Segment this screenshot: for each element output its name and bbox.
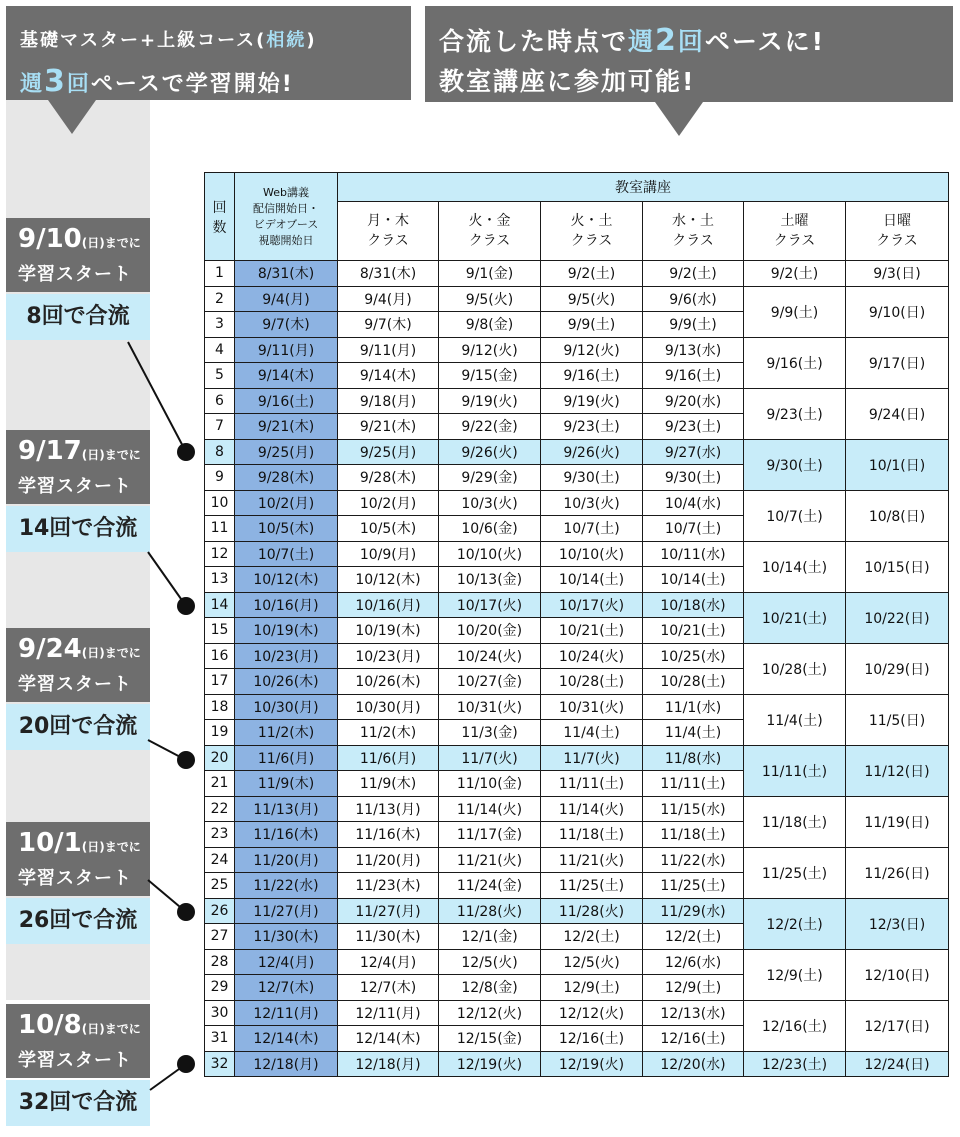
web-start-date: 11/6(月) bbox=[235, 745, 338, 771]
class-date: 9/21(木) bbox=[338, 414, 439, 440]
sunday-class-date: 10/8(日) bbox=[846, 490, 949, 541]
web-start-date: 10/5(木) bbox=[235, 516, 338, 542]
sunday-class-date: 9/10(日) bbox=[846, 286, 949, 337]
header-web: Web講義 配信開始日・ ビデオブース 視聴開始日 bbox=[235, 173, 338, 261]
subheader-class-5: 土曜 クラス bbox=[744, 202, 846, 261]
header-count: 回 数 bbox=[205, 173, 235, 261]
class-date: 11/22(水) bbox=[643, 847, 744, 873]
table-row bbox=[205, 286, 949, 312]
class-date: 12/6(水) bbox=[643, 949, 744, 975]
class-date: 11/3(金) bbox=[439, 720, 541, 746]
web-start-date: 12/14(木) bbox=[235, 1026, 338, 1052]
class-date: 9/2(土) bbox=[541, 261, 643, 287]
merge-session-box: 26回で合流 bbox=[6, 898, 150, 944]
start-deadline-date: 10/8(日)までに bbox=[18, 1010, 141, 1040]
class-date: 11/11(土) bbox=[643, 771, 744, 797]
saturday-class-date: 11/4(土) bbox=[744, 694, 846, 745]
connector-dot bbox=[177, 1055, 195, 1073]
session-number: 27 bbox=[205, 924, 235, 950]
class-date: 11/20(月) bbox=[338, 847, 439, 873]
table-row bbox=[205, 388, 949, 414]
sunday-class-date: 12/17(日) bbox=[846, 1000, 949, 1051]
class-date: 11/25(土) bbox=[541, 873, 643, 899]
class-date: 9/5(火) bbox=[541, 286, 643, 312]
saturday-class-date: 11/18(土) bbox=[744, 796, 846, 847]
sunday-class-date: 12/3(日) bbox=[846, 898, 949, 949]
class-date: 9/26(火) bbox=[541, 439, 643, 465]
web-start-date: 12/11(月) bbox=[235, 1000, 338, 1026]
start-label: 学習スタート bbox=[18, 674, 132, 695]
class-date: 12/18(月) bbox=[338, 1051, 439, 1077]
course-pace: 週3回ペースで学習開始! bbox=[20, 64, 294, 99]
class-date: 12/2(土) bbox=[541, 924, 643, 950]
merge-session-box: 32回で合流 bbox=[6, 1080, 150, 1126]
class-date: 9/9(土) bbox=[643, 312, 744, 338]
class-date: 10/18(水) bbox=[643, 592, 744, 618]
class-date: 10/3(火) bbox=[439, 490, 541, 516]
merge-session-box: 14回で合流 bbox=[6, 506, 150, 552]
class-date: 8/31(木) bbox=[338, 261, 439, 287]
session-number: 32 bbox=[205, 1051, 235, 1077]
start-label: 学習スタート bbox=[18, 264, 132, 285]
table-row bbox=[205, 745, 949, 771]
class-date: 11/16(木) bbox=[338, 822, 439, 848]
saturday-class-date: 12/2(土) bbox=[744, 898, 846, 949]
sunday-class-date: 9/3(日) bbox=[846, 261, 949, 287]
sunday-class-date: 11/12(日) bbox=[846, 745, 949, 796]
web-start-date: 12/18(月) bbox=[235, 1051, 338, 1077]
start-label: 学習スタート bbox=[18, 476, 132, 497]
session-number: 23 bbox=[205, 822, 235, 848]
class-date: 11/28(火) bbox=[439, 898, 541, 924]
session-number: 13 bbox=[205, 567, 235, 593]
session-number: 6 bbox=[205, 388, 235, 414]
session-number: 17 bbox=[205, 669, 235, 695]
session-number: 28 bbox=[205, 949, 235, 975]
class-date: 11/7(火) bbox=[541, 745, 643, 771]
course-title: 基礎マスター+上級コース(相続) bbox=[20, 30, 317, 51]
class-date: 12/5(火) bbox=[439, 949, 541, 975]
sunday-class-date: 9/24(日) bbox=[846, 388, 949, 439]
class-date: 9/28(木) bbox=[338, 465, 439, 491]
class-date: 9/30(土) bbox=[541, 465, 643, 491]
saturday-class-date: 12/23(土) bbox=[744, 1051, 846, 1077]
class-date: 12/20(水) bbox=[643, 1051, 744, 1077]
class-date: 9/11(月) bbox=[338, 337, 439, 363]
class-date: 9/6(水) bbox=[643, 286, 744, 312]
class-date: 11/18(土) bbox=[643, 822, 744, 848]
sunday-class-date: 12/10(日) bbox=[846, 949, 949, 1000]
class-date: 10/20(金) bbox=[439, 618, 541, 644]
session-number: 30 bbox=[205, 1000, 235, 1026]
class-date: 10/30(月) bbox=[338, 694, 439, 720]
class-date: 12/16(土) bbox=[541, 1026, 643, 1052]
class-date: 10/21(土) bbox=[643, 618, 744, 644]
session-number: 14 bbox=[205, 592, 235, 618]
table-row bbox=[205, 490, 949, 516]
class-date: 11/15(水) bbox=[643, 796, 744, 822]
session-number: 8 bbox=[205, 439, 235, 465]
class-date: 11/30(木) bbox=[338, 924, 439, 950]
class-date: 11/7(火) bbox=[439, 745, 541, 771]
web-start-date: 10/26(木) bbox=[235, 669, 338, 695]
saturday-class-date: 9/2(土) bbox=[744, 261, 846, 287]
header-classroom: 教室講座 bbox=[338, 173, 949, 202]
session-number: 18 bbox=[205, 694, 235, 720]
merge-session-box: 8回で合流 bbox=[6, 294, 150, 340]
class-date: 11/11(土) bbox=[541, 771, 643, 797]
class-date: 10/16(月) bbox=[338, 592, 439, 618]
table-row bbox=[205, 541, 949, 567]
start-deadline-date: 9/17(日)までに bbox=[18, 436, 141, 466]
class-date: 12/7(木) bbox=[338, 975, 439, 1001]
session-number: 3 bbox=[205, 312, 235, 338]
table-row bbox=[205, 694, 949, 720]
saturday-class-date: 10/7(土) bbox=[744, 490, 846, 541]
saturday-class-date: 9/9(土) bbox=[744, 286, 846, 337]
class-date: 9/20(水) bbox=[643, 388, 744, 414]
class-date: 11/17(金) bbox=[439, 822, 541, 848]
class-date: 9/18(月) bbox=[338, 388, 439, 414]
start-deadline-date: 9/24(日)までに bbox=[18, 634, 141, 664]
merge-session-box: 20回で合流 bbox=[6, 704, 150, 750]
class-date: 10/31(火) bbox=[439, 694, 541, 720]
web-start-date: 11/22(水) bbox=[235, 873, 338, 899]
session-number: 2 bbox=[205, 286, 235, 312]
class-date: 9/16(土) bbox=[643, 363, 744, 389]
table-row bbox=[205, 847, 949, 873]
class-date: 10/10(火) bbox=[439, 541, 541, 567]
class-date: 12/9(土) bbox=[643, 975, 744, 1001]
saturday-class-date: 10/14(土) bbox=[744, 541, 846, 592]
web-start-date: 10/2(月) bbox=[235, 490, 338, 516]
saturday-class-date: 11/25(土) bbox=[744, 847, 846, 898]
class-date: 12/8(金) bbox=[439, 975, 541, 1001]
class-date: 10/10(火) bbox=[541, 541, 643, 567]
table-row bbox=[205, 261, 949, 287]
class-date: 10/14(土) bbox=[643, 567, 744, 593]
saturday-class-date: 9/16(土) bbox=[744, 337, 846, 388]
class-date: 10/14(土) bbox=[541, 567, 643, 593]
class-date: 12/9(土) bbox=[541, 975, 643, 1001]
class-date: 9/8(金) bbox=[439, 312, 541, 338]
class-date: 10/28(土) bbox=[643, 669, 744, 695]
class-date: 12/15(金) bbox=[439, 1026, 541, 1052]
class-date: 9/2(土) bbox=[643, 261, 744, 287]
session-number: 1 bbox=[205, 261, 235, 287]
session-number: 7 bbox=[205, 414, 235, 440]
class-date: 11/10(金) bbox=[439, 771, 541, 797]
web-start-date: 12/7(木) bbox=[235, 975, 338, 1001]
sunday-class-date: 9/17(日) bbox=[846, 337, 949, 388]
session-number: 21 bbox=[205, 771, 235, 797]
sunday-class-date: 10/15(日) bbox=[846, 541, 949, 592]
connector-line bbox=[128, 342, 186, 452]
class-date: 9/23(土) bbox=[643, 414, 744, 440]
subheader-class-4: 水・土 クラス bbox=[643, 202, 744, 261]
schedule-table bbox=[204, 172, 949, 1077]
class-date: 12/2(土) bbox=[643, 924, 744, 950]
start-deadline-date: 10/1(日)までに bbox=[18, 828, 141, 858]
table-row bbox=[205, 1051, 949, 1077]
class-date: 10/27(金) bbox=[439, 669, 541, 695]
start-deadline-date: 9/10(日)までに bbox=[18, 224, 141, 254]
class-date: 12/5(火) bbox=[541, 949, 643, 975]
web-start-date: 12/4(月) bbox=[235, 949, 338, 975]
class-date: 11/24(金) bbox=[439, 873, 541, 899]
class-date: 9/29(金) bbox=[439, 465, 541, 491]
class-date: 10/19(木) bbox=[338, 618, 439, 644]
sunday-class-date: 10/29(日) bbox=[846, 643, 949, 694]
saturday-class-date: 10/28(土) bbox=[744, 643, 846, 694]
class-date: 9/16(土) bbox=[541, 363, 643, 389]
class-date: 11/2(木) bbox=[338, 720, 439, 746]
class-date: 10/26(木) bbox=[338, 669, 439, 695]
table-row bbox=[205, 439, 949, 465]
saturday-class-date: 9/23(土) bbox=[744, 388, 846, 439]
subheader-class-6: 日曜 クラス bbox=[846, 202, 949, 261]
session-number: 15 bbox=[205, 618, 235, 644]
saturday-class-date: 11/11(土) bbox=[744, 745, 846, 796]
class-date: 10/9(月) bbox=[338, 541, 439, 567]
class-date: 9/22(金) bbox=[439, 414, 541, 440]
table-row bbox=[205, 796, 949, 822]
class-date: 10/7(土) bbox=[643, 516, 744, 542]
sunday-class-date: 12/24(日) bbox=[846, 1051, 949, 1077]
class-date: 11/8(水) bbox=[643, 745, 744, 771]
class-date: 9/19(火) bbox=[439, 388, 541, 414]
sunday-class-date: 11/26(日) bbox=[846, 847, 949, 898]
table-row bbox=[205, 898, 949, 924]
class-date: 9/4(月) bbox=[338, 286, 439, 312]
subheader-class-1: 月・木 クラス bbox=[338, 202, 439, 261]
sunday-class-date: 10/1(日) bbox=[846, 439, 949, 490]
class-date: 9/26(火) bbox=[439, 439, 541, 465]
class-date: 9/9(土) bbox=[541, 312, 643, 338]
class-date: 11/29(水) bbox=[643, 898, 744, 924]
class-date: 10/17(火) bbox=[439, 592, 541, 618]
class-date: 12/19(火) bbox=[541, 1051, 643, 1077]
class-date: 10/28(土) bbox=[541, 669, 643, 695]
web-start-date: 10/19(木) bbox=[235, 618, 338, 644]
class-date: 12/1(金) bbox=[439, 924, 541, 950]
web-start-date: 11/27(月) bbox=[235, 898, 338, 924]
table-row bbox=[205, 949, 949, 975]
saturday-class-date: 10/21(土) bbox=[744, 592, 846, 643]
table-row bbox=[205, 592, 949, 618]
session-number: 26 bbox=[205, 898, 235, 924]
subheader-class-3: 火・土 クラス bbox=[541, 202, 643, 261]
class-date: 11/28(火) bbox=[541, 898, 643, 924]
class-date: 11/14(火) bbox=[439, 796, 541, 822]
class-date: 10/5(木) bbox=[338, 516, 439, 542]
class-date: 12/12(火) bbox=[439, 1000, 541, 1026]
subheader-class-2: 火・金 クラス bbox=[439, 202, 541, 261]
table-row bbox=[205, 643, 949, 669]
start-label: 学習スタート bbox=[18, 1050, 132, 1071]
class-date: 9/23(土) bbox=[541, 414, 643, 440]
class-date: 10/23(月) bbox=[338, 643, 439, 669]
web-start-date: 10/12(木) bbox=[235, 567, 338, 593]
class-date: 11/18(土) bbox=[541, 822, 643, 848]
class-date: 11/13(月) bbox=[338, 796, 439, 822]
connector-line bbox=[148, 552, 186, 606]
class-date: 10/25(水) bbox=[643, 643, 744, 669]
class-date: 9/7(木) bbox=[338, 312, 439, 338]
session-number: 25 bbox=[205, 873, 235, 899]
sunday-class-date: 11/5(日) bbox=[846, 694, 949, 745]
class-date: 10/3(火) bbox=[541, 490, 643, 516]
class-date: 11/25(土) bbox=[643, 873, 744, 899]
session-number: 20 bbox=[205, 745, 235, 771]
table-row bbox=[205, 1000, 949, 1026]
web-start-date: 11/9(木) bbox=[235, 771, 338, 797]
web-start-date: 9/28(木) bbox=[235, 465, 338, 491]
web-start-date: 9/4(月) bbox=[235, 286, 338, 312]
connector-dot bbox=[177, 443, 195, 461]
class-date: 9/15(金) bbox=[439, 363, 541, 389]
session-number: 4 bbox=[205, 337, 235, 363]
web-start-date: 10/7(土) bbox=[235, 541, 338, 567]
class-date: 9/25(月) bbox=[338, 439, 439, 465]
class-date: 11/1(水) bbox=[643, 694, 744, 720]
class-date: 10/24(火) bbox=[541, 643, 643, 669]
merge-note: 教室講座に参加可能! bbox=[439, 67, 696, 96]
session-number: 22 bbox=[205, 796, 235, 822]
connector-dot bbox=[177, 597, 195, 615]
table-row bbox=[205, 337, 949, 363]
class-date: 10/31(火) bbox=[541, 694, 643, 720]
web-start-date: 9/11(月) bbox=[235, 337, 338, 363]
class-date: 9/30(土) bbox=[643, 465, 744, 491]
sunday-class-date: 11/19(日) bbox=[846, 796, 949, 847]
web-start-date: 10/30(月) bbox=[235, 694, 338, 720]
connector-dot bbox=[177, 903, 195, 921]
class-date: 11/4(土) bbox=[541, 720, 643, 746]
class-date: 10/21(土) bbox=[541, 618, 643, 644]
web-start-date: 10/23(月) bbox=[235, 643, 338, 669]
web-start-date: 11/30(木) bbox=[235, 924, 338, 950]
class-date: 12/14(木) bbox=[338, 1026, 439, 1052]
class-date: 10/11(水) bbox=[643, 541, 744, 567]
session-number: 9 bbox=[205, 465, 235, 491]
session-number: 19 bbox=[205, 720, 235, 746]
session-number: 5 bbox=[205, 363, 235, 389]
class-date: 12/11(月) bbox=[338, 1000, 439, 1026]
saturday-class-date: 9/30(土) bbox=[744, 439, 846, 490]
merge-pace: 合流した時点で週2回ペースに! bbox=[439, 23, 826, 58]
web-start-date: 8/31(木) bbox=[235, 261, 338, 287]
web-start-date: 9/21(木) bbox=[235, 414, 338, 440]
session-number: 29 bbox=[205, 975, 235, 1001]
class-date: 9/19(火) bbox=[541, 388, 643, 414]
class-date: 9/12(火) bbox=[541, 337, 643, 363]
class-date: 9/12(火) bbox=[439, 337, 541, 363]
class-date: 9/13(水) bbox=[643, 337, 744, 363]
class-date: 12/12(火) bbox=[541, 1000, 643, 1026]
class-date: 12/19(火) bbox=[439, 1051, 541, 1077]
class-date: 11/21(火) bbox=[439, 847, 541, 873]
class-date: 10/17(火) bbox=[541, 592, 643, 618]
saturday-class-date: 12/9(土) bbox=[744, 949, 846, 1000]
saturday-class-date: 12/16(土) bbox=[744, 1000, 846, 1051]
session-number: 24 bbox=[205, 847, 235, 873]
class-date: 10/12(木) bbox=[338, 567, 439, 593]
session-number: 11 bbox=[205, 516, 235, 542]
class-date: 9/27(水) bbox=[643, 439, 744, 465]
web-start-date: 9/16(土) bbox=[235, 388, 338, 414]
class-date: 11/27(月) bbox=[338, 898, 439, 924]
class-date: 12/16(土) bbox=[643, 1026, 744, 1052]
class-date: 9/1(金) bbox=[439, 261, 541, 287]
class-date: 10/7(土) bbox=[541, 516, 643, 542]
class-date: 9/5(火) bbox=[439, 286, 541, 312]
web-start-date: 9/25(月) bbox=[235, 439, 338, 465]
session-number: 12 bbox=[205, 541, 235, 567]
class-date: 9/14(木) bbox=[338, 363, 439, 389]
session-number: 31 bbox=[205, 1026, 235, 1052]
class-date: 12/13(水) bbox=[643, 1000, 744, 1026]
class-date: 10/6(金) bbox=[439, 516, 541, 542]
web-start-date: 11/2(木) bbox=[235, 720, 338, 746]
class-date: 11/9(木) bbox=[338, 771, 439, 797]
session-number: 10 bbox=[205, 490, 235, 516]
start-label: 学習スタート bbox=[18, 868, 132, 889]
class-date: 11/14(火) bbox=[541, 796, 643, 822]
web-start-date: 11/13(月) bbox=[235, 796, 338, 822]
class-date: 11/4(土) bbox=[643, 720, 744, 746]
class-date: 10/24(火) bbox=[439, 643, 541, 669]
class-date: 10/13(金) bbox=[439, 567, 541, 593]
web-start-date: 9/14(木) bbox=[235, 363, 338, 389]
class-date: 12/4(月) bbox=[338, 949, 439, 975]
class-date: 11/6(月) bbox=[338, 745, 439, 771]
web-start-date: 11/20(月) bbox=[235, 847, 338, 873]
class-date: 10/4(水) bbox=[643, 490, 744, 516]
sunday-class-date: 10/22(日) bbox=[846, 592, 949, 643]
class-date: 11/21(火) bbox=[541, 847, 643, 873]
web-start-date: 11/16(木) bbox=[235, 822, 338, 848]
web-start-date: 10/16(月) bbox=[235, 592, 338, 618]
class-date: 11/23(木) bbox=[338, 873, 439, 899]
connector-dot bbox=[177, 751, 195, 769]
web-start-date: 9/7(木) bbox=[235, 312, 338, 338]
session-number: 16 bbox=[205, 643, 235, 669]
class-date: 10/2(月) bbox=[338, 490, 439, 516]
